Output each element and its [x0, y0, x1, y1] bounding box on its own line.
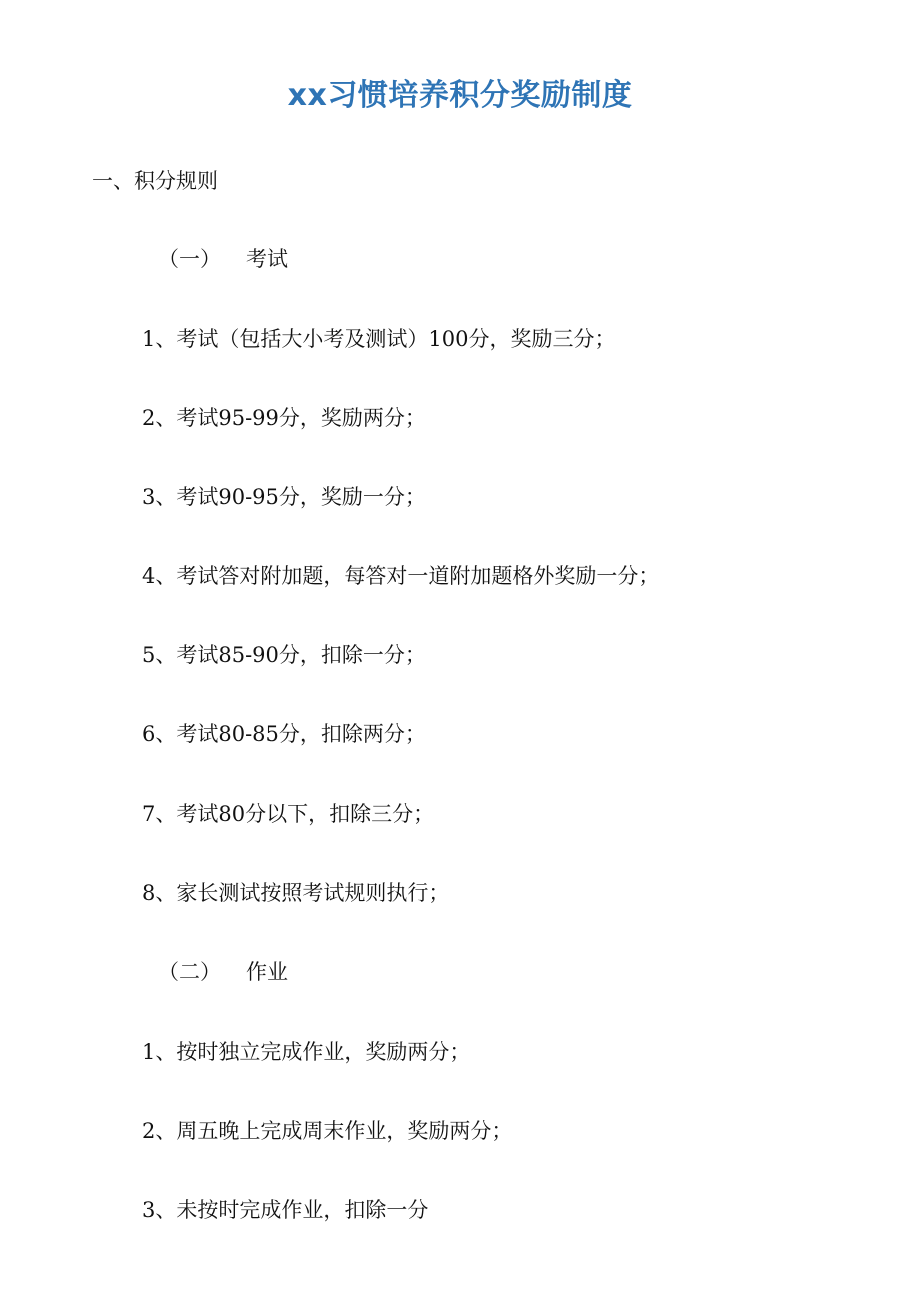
subsection-exam-number: （一）: [158, 247, 221, 271]
exam-rule-item: 6、考试80-85分，扣除两分；: [142, 722, 426, 746]
section-heading-scoring-rules: 一、积分规则: [92, 169, 218, 193]
subsection-homework-heading: 作业: [246, 960, 288, 984]
exam-rule-item: 1、考试（包括大小考及测试）100分，奖励三分；: [142, 327, 616, 351]
exam-rule-item: 7、考试80分以下，扣除三分；: [142, 802, 435, 826]
exam-rule-item: 3、考试90-95分，奖励一分；: [142, 485, 426, 509]
subsection-exam: [158, 244, 288, 274]
subsection-homework: [158, 957, 288, 987]
document-title: xx习惯培养积分奖励制度: [287, 78, 633, 113]
exam-rule-item: 5、考试85-90分，扣除一分；: [142, 643, 426, 667]
exam-rule-item: 8、家长测试按照考试规则执行；: [142, 881, 450, 905]
homework-rule-item: 3、未按时完成作业，扣除一分: [142, 1198, 429, 1222]
subsection-exam-heading: 考试: [246, 247, 288, 271]
subsection-homework-number: （二）: [158, 960, 221, 984]
homework-rule-item: 2、周五晚上完成周末作业，奖励两分；: [142, 1119, 513, 1143]
exam-rule-item: 2、考试95-99分，奖励两分；: [142, 406, 426, 430]
exam-rule-item: 4、考试答对附加题，每答对一道附加题格外奖励一分；: [142, 564, 660, 588]
homework-rule-item: 1、按时独立完成作业，奖励两分；: [142, 1040, 471, 1064]
